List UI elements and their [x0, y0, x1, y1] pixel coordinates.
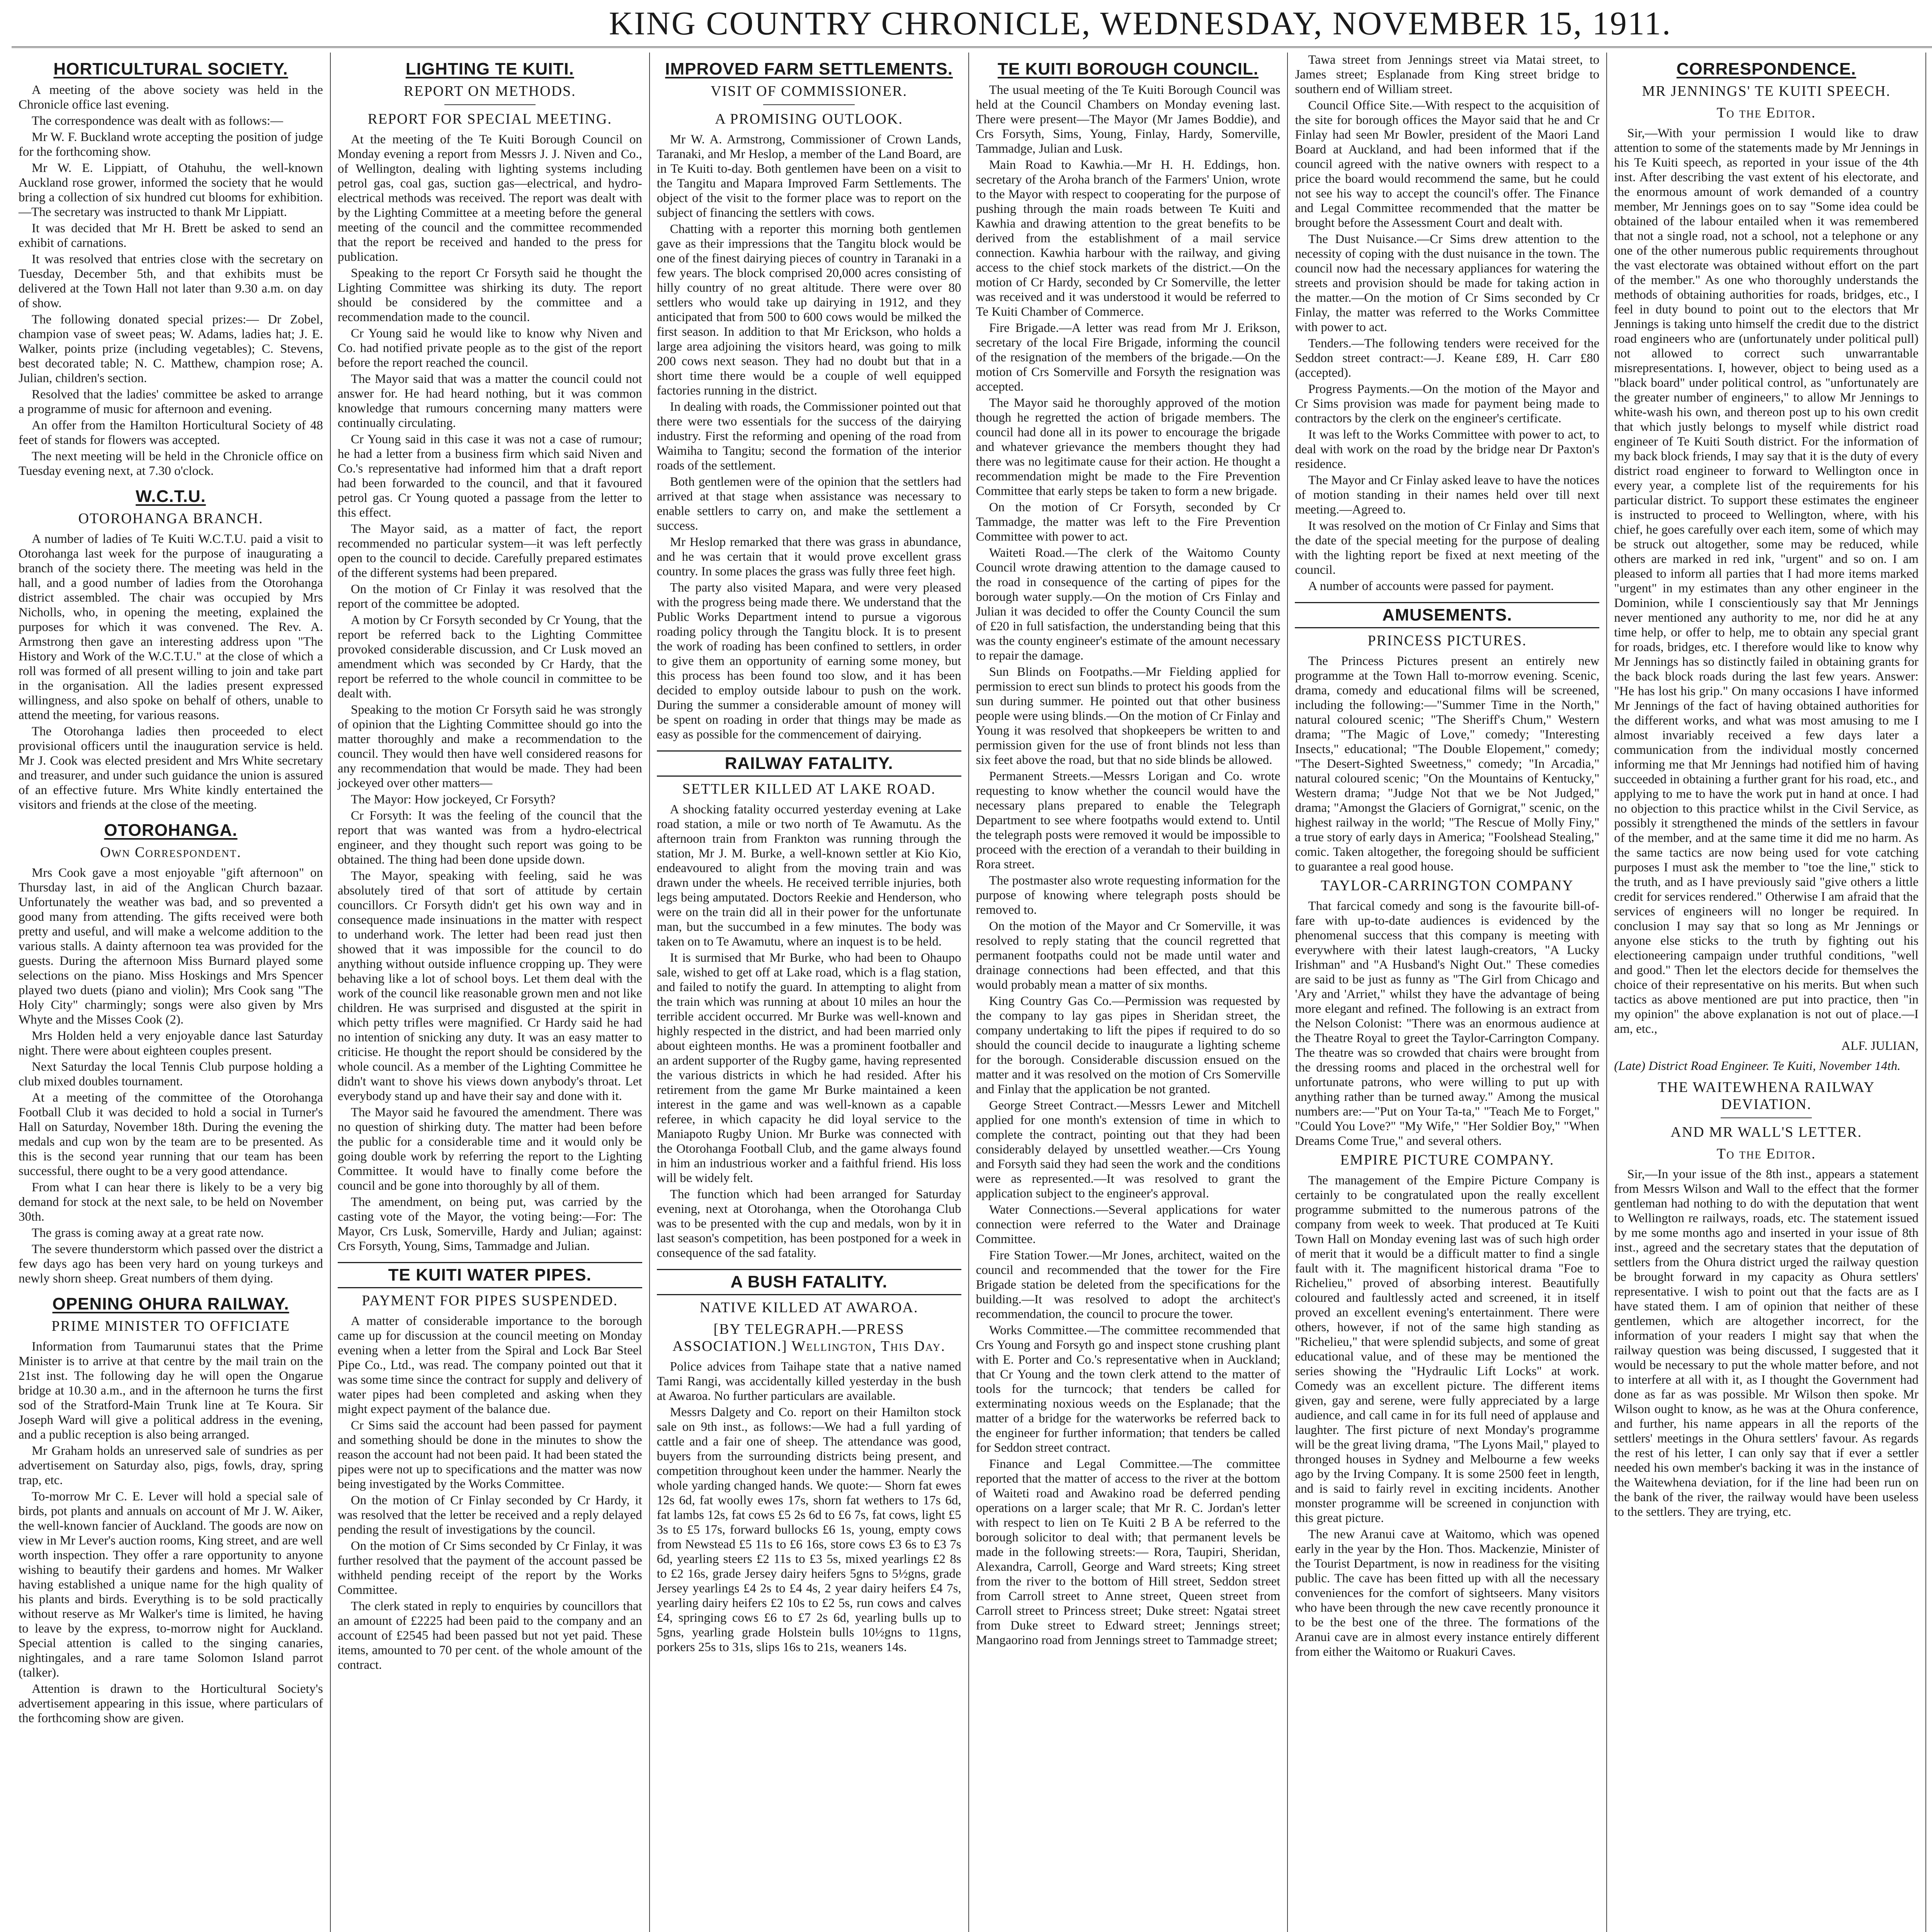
headline: AMUSEMENTS. [1295, 602, 1599, 628]
paragraph: In dealing with roads, the Commissioner pointed out that there were two essentials for the success of the dairying industry. First the reforming and opening of the road from Waimiha to Tangitu; second the formation of the interior roads of the settlement. [656, 400, 961, 473]
paragraph: Waiteti Road.—The clerk of the Waitomo County Council wrote drawing attention to the damage caused to the road in consequence of the carting of pipes for the borough water supply.—On the motion of Crs Finlay and Julian it was decided to offer the County Council the sum of £20 in full satisfaction, the understanding being that this was the county engineer's estimate of the amount necessary to repair the damage. [976, 546, 1281, 663]
subhead: PRIME MINISTER TO OFFICIATE [51, 1318, 290, 1334]
paragraph: George Street Contract.—Messrs Lewer and Mitchell applied for one month's extension of time in which to complete the contract, pointing out that they had been considerably delayed by unsettled weather.—Crs Young and Forsyth said they had seen the work and the conditions were as represented.—It was resolved to grant the application subject to the engineer's approval. [976, 1099, 1281, 1201]
paragraph: Both gentlemen were of the opinion that the settlers had arrived at that stage when assistance was necessary to enable settlers to carry on, and make the settlement a success. [656, 475, 961, 533]
paragraph: Speaking to the report Cr Forsyth said he thought the Lighting Committee was shirking its duty. The report should be considered by the committee and a recommendation made to the council. [337, 266, 642, 324]
paragraph: Mr W. A. Armstrong, Commissioner of Crown Lands, Taranaki, and Mr Heslop, a member of the Land Board, are in Te Kuiti to-day. Both gentlemen have been on a visit to the Tangitu and Mapara Improved Farm Settlements. The object of the visit to the former place was to report on the subject of financing the settlers with cows. [656, 133, 961, 220]
paragraph: The Mayor said, as a matter of fact, the report recommended no particular system—it was left perfectly open to the council to decide. Carefully prepared estimates of the different systems had been prepared. [337, 522, 642, 580]
paragraph: Tenders.—The following tenders were received for the Seddon street contract:—J. Keane £89, H. Carr £80 (accepted). [1295, 337, 1600, 380]
article-railway-fatality [657, 750, 961, 1260]
headline: CORRESPONDENCE. [1676, 60, 1856, 78]
paragraph: On the motion of Cr Finlay seconded by Cr Hardy, it was resolved that the letter be received and a reply delayed pending the result of investigations by the council. [337, 1493, 642, 1537]
article-body [1295, 654, 1599, 874]
paragraph: Cr Young said he would like to know why Niven and Co. had notified private people as to the gist of the report before the report reached the council. [337, 327, 642, 370]
article-water-pipes [338, 1262, 642, 1672]
subhead: REPORT ON METHODS. [403, 83, 576, 99]
article-body [19, 83, 323, 478]
column-2 [331, 53, 650, 1932]
article-amusements [1295, 602, 1599, 1659]
paragraph: The Mayor: How jockeyed, Cr Forsyth? [350, 793, 556, 806]
column-5 [1288, 53, 1607, 1932]
paragraph: That farcical comedy and song is the favourite bill-of-fare with up-to-date audiences is evidenced by the phenomenal success that this company is meeting with everywhere with their latest laugh-creators, "A Lucky Irishman" and "A Husband's Night Out." These comedies are said to be just as funny as "The Girl from Chicago and 'Ary and 'Arriet," whilst they have the advantage of being more elegant and refined. The following is an extract from the Nelson Colonist: "There was an enormous audience at the Theatre Royal to greet the Taylor-Carrington Company. The theatre was so crowded that chairs were brought from the dressing rooms and placed in the orchestral well for unfortunate patrons, who were willing to put up with anything rather than be turned away." Among the musical numbers are:—"Put on Your Ta-ta," "Teach Me to Forget," "Could You Love?" "My Wife," "Her Soldier Boy," "When Dreams Come True," and several others. [1295, 899, 1600, 1148]
subhead: SETTLER KILLED AT LAKE ROAD. [682, 781, 936, 797]
article-opening-ohura-railway [19, 1294, 323, 1726]
paragraph: Mrs Holden held a very enjoyable dance last Saturday night. There were about eighteen couples present. [19, 1029, 323, 1058]
paragraph: The Mayor said he thoroughly approved of the motion though he regretted the action of brigade members. The council had done all in its power to encourage the brigade and whatever grievance the members thought they had there was no legitimate cause for their action. He thought a recommendation might be made to the Fire Prevention Committee that early steps be taken to form a new brigade. [976, 396, 1281, 498]
paragraph: Attention is drawn to the Horticultural Society's advertisement appearing in this issue, where particulars of the forthcoming show are given. [19, 1682, 323, 1725]
headline: OPENING OHURA RAILWAY. [52, 1294, 289, 1313]
paragraph: Water Connections.—Several applications for water connection were referred to the Water and Drainage Committee. [976, 1203, 1281, 1246]
paragraph: Sir,—With your permission I would like to draw attention to some of the statements made by Mr Jennings in his Te Kuiti speech, as reported in your issue of the 4th inst. After describing the vast extent of his electorate, and the enormous amount of work demanded of a country member, Mr Jennings goes on to say "Some idea could be obtained of the labour entailed when it was remembered that not a single road, not a school, not a telephone or any one of the other numerous public requirements throughout the vast electorate was obtained without effort on the part of the member." As one who thoroughly understands the methods of obtaining authorities for roads, bridges, etc., I feel in duty bound to point out to the electors that Mr Jennings is taking unto himself the credit due to the district road engineers who are (unfortunately under political pull) not allowed to correct such unwarrantable misrepresentations. I, however, object to being used as a "black board" under political control, as "unfortunately are the greater number of engineers," to allow Mr Jennings to white-wash his own, and thereon post up to his own credit that which justly belongs to myself while district road engineer of Te Kuiti South district. For the information of my back block friends, I may say that it is the duty of every district road engineer to forward to Wellington once in every year, a complete list of the requirements for his particular district. To support these estimates the engineer is instructed to proceed to Wellington, where, with his chief, he goes carefully over each item, some of which may be struck out altogether, some may be reduced, while others are marked in red ink, "urgent" and so on. I am pleased to inform all parties that I had more items marked "urgent" in my estimates than any other engineer in the Dominion, while I conscientiously say that Mr Jennings never mentioned any authority to me, nor did he at any time help, or offer to help, me to obtain any special grant for roads, bridges, etc. I therefore would like to know why Mr Jennings has so distinctly failed in obtaining grants for the back block roads during the last few years. Answer: "He has lost his grip." On many occasions I have informed Mr Jennings of the fact of having obtained authorities for the different works, and what was most amusing to me I almost invariably received a few days later a communication from the individual mostly concerned informing me that Mr Jennings had notified him of having succeeded in obtaining a further grant for his road, etc., and applying to me to have the work put in hand at once. I had no objection to this practice whilst in the Civil Service, as possibly it strengthened the minds of the settlers in favour of the member, and at the same time it did me no harm. As the same tactics are now being used for vote catching purposes I must ask the member to "toe the line," stick to the truth, and as I have previously said "give others a little credit for services rendered." Otherwise I am afraid that the services of engineers will no longer be required. In conclusion I may say that so long as Mr Jennings or anyone else sticks to the truth by fighting out his electioneering campaign under truthful conditions, "well and good." Then let the electors decide for themselves the choice of their representative on his merits. But when such tactics as above mentioned are put into practice, then "in my opinion" the above explanation is not out of place.—I am, etc., [1614, 126, 1919, 1036]
article-correspondence [1614, 60, 1918, 1519]
headline: HORTICULTURAL SOCIETY. [53, 60, 288, 78]
article-bush-fatality [657, 1269, 961, 1655]
paragraph: On the motion of Cr Forsyth, seconded by Cr Tammadge, the matter was left to the Fire Prevention Committee with power to act. [976, 500, 1281, 544]
article-body [19, 532, 323, 812]
paragraph: At a meeting of the committee of the Otorohanga Football Club it was decided to hold a social in Turner's Hall on Saturday, November 18th. During the evening the medals and cup won by the team are to be presented. As this is the second year running that our team has been successful, there ought to be a very good attendance. [19, 1091, 323, 1178]
paragraph: Information from Taumarunui states that the Prime Minister is to arrive at that centre by the mail train on the 21st inst. The following day he will open the Ongarue bridge at 10.30 a.m., and in the afternoon he turns the first sod of the Stratford-Main Trunk line at Te Koura. Sir Joseph Ward will give a political address in the evening, and a public reception is also being arranged. [19, 1340, 323, 1442]
paragraph: Sun Blinds on Footpaths.—Mr Fielding applied for permission to erect sun blinds to protect his goods from the sun during summer. He pointed out that other business people were using blinds.—On the motion of Cr Finlay and Young it was resolved that shopkeepers be written to and permission given for the use of front blinds not less than six feet above the road, but that no side blinds be allowed. [976, 665, 1281, 767]
article-body [1295, 53, 1599, 594]
subhead: NATIVE KILLED AT AWAROA. [699, 1299, 918, 1316]
article-body [1614, 1167, 1918, 1519]
paragraph: The following donated special prizes:— Dr Zobel, champion vase of sweet peas; W. Adams, ladies hat; J. E. Walker, points prize (including vegetables); C. Stevens, best decorated table; N. C. Matthew, champion rose; A. Julian, children's section. [19, 313, 323, 385]
paragraph: Resolved that the ladies' committee be asked to arrange a programme of music for afternoon and evening. [19, 388, 323, 416]
paragraph: Mr Graham holds an unreserved sale of sundries as per advertisement on Saturday also, pigs, fowls, dray, spring trap, etc. [19, 1444, 323, 1487]
paragraph: It was left to the Works Committee with power to act, to deal with work on the road by the bridge near Dr Paxton's residence. [1295, 428, 1600, 471]
paragraph: Tawa street from Jennings street via Matai street, to James street; Esplanade from King street bridge to southern end of William street. [1295, 53, 1600, 96]
headline: W.C.T.U. [136, 487, 206, 506]
article-farm-settlements [657, 60, 961, 742]
article-body [657, 802, 961, 1260]
divider [444, 104, 536, 105]
paragraph: From what I can hear there is likely to be a very big demand for stock at the next sale, to be held on November 30th. [19, 1180, 323, 1224]
article-horticultural-society [19, 60, 323, 478]
paragraph: Messrs Dalgety and Co. report on their Hamilton stock sale on 9th inst., as follows:—We had a full yarding of cattle and a fair one of sheep. The attendance was good, buyers from the surrounding districts being present, and competition throughout keen under the hammer. Nearly the whole yarding changed hands. We quote:— Shorn fat ewes 12s 6d, fat woolly ewes 17s, shorn fat wethers to 17s 6d, fat lambs 12s, fat cows £5 2s 6d to £6 7s, fat cows, light £5 3s to £5 17s, forward bullocks £6 1s, young, empty cows from Newstead £5 11s to £6 16s, store cows £3 6s to £3 7s 6d, yearling steers £2 11s to £3 5s, mixed yearlings £2 8s to £2 16s, grade Jersey dairy heifers 5gns to 5½gns, grade Jersey yearlings £4 2s to £4 4s, 2 year dairy heifers £4 7s, yearling dairy heifers £2 10s to £2 5s, run cows and calves £4, springing cows £6 to £7 2s 6d, yearling bulls up to 5gns, yearling grade Holstein bulls 10½gns to 11gns, porkers 25s to 31s, slips 16s to 21s, weaners 14s. [656, 1405, 961, 1654]
paragraph: The correspondence was dealt with as follows:— [32, 114, 283, 128]
article-body [1295, 1173, 1599, 1659]
paragraph: Fire Station Tower.—Mr Jones, architect, waited on the council and recommended that the tower for the Fire Brigade station be deleted from the specifications for the building.—It was resolved to adopt the architect's recommendation, the council to procure the tower. [976, 1248, 1281, 1321]
paragraph: It was resolved that entries close with the secretary on Tuesday, December 5th, and that exhibits must be delivered at the Town Hall not later than 9.30 a.m. on day of show. [19, 252, 323, 310]
article-body [1295, 899, 1599, 1148]
divider [1721, 1117, 1812, 1118]
article-body [19, 866, 323, 1286]
paragraph: On the motion of Cr Sims seconded by Cr Finlay, it was further resolved that the payment of the account passed be withheld pending receipt of the report by the Works Committee. [337, 1539, 642, 1597]
subhead: PAYMENT FOR PIPES SUSPENDED. [362, 1293, 618, 1309]
paragraph: A number of ladies of Te Kuiti W.C.T.U. paid a visit to Otorohanga last week for the purpose of inaugurating a branch of the society there. The meeting was held in the hall, and a good number of ladies from the Otorohanga district assembled. The chair was occupied by Mrs Nicholls, who, in opening the meeting, explained the purposes for which it was convened. The Rev. A. Armstrong then gave an interesting address upon "The History and Work of the W.C.T.U." at the close of which a roll was formed of all present willing to join and take part in the organisation. All the ladies present expressed willingness, and also spoke on behalf of others, unable to attend the meeting, for various reasons. [19, 532, 323, 722]
paragraph: The Mayor said he favoured the amendment. There was no question of shirking duty. The matter had been before the public for a considerable time and it would only be going double work by referring the report to the Lighting Committee. It would have to finally come before the council and be gone into thoroughly by all of them. [337, 1105, 642, 1193]
paragraph: A motion by Cr Forsyth seconded by Cr Young, that the report be referred back to the Lighting Committee provoked considerable discussion, and Cr Lusk moved an amendment which was seconded by Cr Hardy, that the report be referred to the whole council in committee to be dealt with. [337, 613, 642, 701]
subhead: Own Correspondent. [100, 844, 242, 861]
paragraph: To-morrow Mr C. E. Lever will hold a special sale of birds, pot plants and annuals on account of Mr J. W. Aiker, the well-known fancier of Auckland. The goods are now on view in Mr Lever's auction rooms, King street, and are well worth inspection. They offer a rare opportunity to anyone wishing to beautify their gardens and homes. Mr Walker having established a unique name for the high quality of his plants and birds. Everything is to be sold practically without reserve as Mr Walker's time is limited, he having to leave by the express, to-morrow night for Auckland. Special attention is called to the singing canaries, nightingales, and a rare tame Solomon Island parrot (talker). [19, 1490, 323, 1680]
headline: A BUSH FATALITY. [657, 1269, 961, 1295]
paragraph: The party also visited Mapara, and were very pleased with the progress being made there. We understand that the Public Works Department intend to pursue a vigorous roading policy through the Tangitu block. It is to present the work of roading has been confined to settlers, in order to give them an opportunity of earning some money, but this process has been found too slow, and it has been decided to employ outside labour to push on the work. During the summer a considerable amount of money will be spent on roading in order that things may be made as easy as possible for the commencement of dairying. [656, 581, 961, 742]
article-body [1614, 126, 1918, 1036]
subhead: VISIT OF COMMISSIONER. [711, 83, 908, 99]
paragraph: Sir,—In your issue of the 8th inst., appears a statement from Messrs Wilson and Wall to the effect that the former gentleman had nothing to do with the deputation that went to Wellington re railways, roads, etc. The statement issued by me some months ago and inserted in your issue of 8th inst., agreed and the secretary states that the deputation of settlers from the Ohura district urged the railway question be brought forward in my capacity as Ohura settlers' representative. I wish to point out that the facts are as I have stated them. I am of opinion that neither of these gentlemen, which are altogether incorrect, for the information of your readers I might say that when the railway question was being discussed, I suggested that it would be necessary to put the whole matter before, and not to interfere at all with it, as I thought the Government had done as far as was possible. Mr Wilson then spoke. Mr Wilson ought to know, as he was at the Ohura conference, and further, his name appears in all the reports of the settlers' meetings in the Ohura settlers' favour. As regards the rest of his letter, I can only say that if ever a settler needed his own member's backing it was in the instance of the Waitewhena deviation, for if the line had been run on the bank of the river, the railway would have been useless to the settlers. They are trying, etc. [1614, 1167, 1919, 1519]
subhead: [BY TELEGRAPH.—PRESS ASSOCIATION.] Wellington, This Day. [672, 1321, 946, 1354]
paragraph: Finance and Legal Committee.—The committee reported that the matter of access to the river at the bottom of Waiteti road and Awakino road be deferred pending operations on a larger scale; that Mr R. C. Jordan's letter with respect to lien on Te Kuiti 2 B A be referred to the borough solicitor to deal with; that permanent levels be made in the following streets:— Rora, Taupiri, Sheridan, Alexandra, Carroll, George and Ward streets; King street from the river to the bottom of Hill street, Seddon street from Carroll street to Anne street, Queen street from Carroll street to Princess street; Duke street: Ngatai street from Duke street to Edward street; Jennings street; Mangaorino road from Jennings street to Tammadge street; [976, 1457, 1281, 1647]
paragraph: The new Aranui cave at Waitomo, which was opened early in the year by the Hon. Thos. Mackenzie, Minister of the Tourist Department, is now in readiness for the visiting public. The cave has been fitted up with all the necessary conveniences for the comfort of sightseers. Many visitors who have been through the new cave recently pronounce it to be the best one of the three. The formations of the Aranui cave are in almost every instance entirely different from either the Waitomo or Ruakuri Caves. [1295, 1527, 1600, 1659]
headline: OTOROHANGA. [104, 821, 238, 840]
paragraph: King Country Gas Co.—Permission was requested by the company to lay gas pipes in Sheridan street, the company undertaking to lift the pipes if required to do so should the council decide to inaugurate a lighting scheme for the borough. Considerable discussion ensued on the matter and it was resolved on the motion of Crs Somerville and Finlay that the application be not granted. [976, 994, 1281, 1096]
paragraph: Works Committee.—The committee recommended that Crs Young and Forsyth go and inspect stone crushing plant with E. Porter and Co.'s representative when in Auckland; that Cr Young and the town clerk attend to the matter of tools for the turncock; that tenders be called for exterminating noxious weeds on the Esplanade; that the matter of a bridge for the waterworks be referred back to the engineer for further information; that tenders be called for Seddon street contract. [976, 1323, 1281, 1455]
paragraph: Cr Forsyth: It was the feeling of the council that the report that was wanted was from a hydro-electrical engineer, and they thought such report was going to be obtained. The thing had been done upside down. [337, 809, 642, 867]
paragraph: The function which had been arranged for Saturday evening, next at Otorohanga, when the Otorohanga Club was to be presented with the cup and medals, won by it in last season's competition, has been postponed for a week in consequence of the sad fatality. [656, 1187, 961, 1260]
article-otorohanga [19, 821, 323, 1286]
paragraph: A shocking fatality occurred yesterday evening at Lake road station, a mile or two north of Te Awamutu. As the afternoon train from Frankton was running through the station, Mr J. M. Burke, a well-known settler at Kio Kio, endeavoured to alight from the moving train and was drawn under the wheels. He received terrible injuries, both legs being amputated. Doctors Reekie and Henderson, who were on the train did all in their power for the unfortunate man, but the succumbed in a few minutes. The body was taken on to Te Awamutu, where an inquest is to be held. [656, 803, 961, 949]
paragraph: A meeting of the above society was held in the Chronicle office last evening. [19, 83, 323, 112]
paragraph: At the meeting of the Te Kuiti Borough Council on Monday evening a report from Messrs J. J. Niven and Co., of Wellington, dealing with lighting systems including petrol gas, coal gas, suction gas—electrical, and hydro-electrical methods was received. The report was dealt with by the Lighting Committee at a meeting before the general meeting of the council and the committee recommended that the report be received and handed to the press for publication. [337, 133, 642, 264]
headline: IMPROVED FARM SETTLEMENTS. [665, 60, 953, 78]
paragraph: The Dust Nuisance.—Cr Sims drew attention to the necessity of coping with the dust nuisance in the town. The council now had the necessary appliances for watering the streets and provision should be made for taking action in the matter.—On the motion of Cr Sims seconded by Cr Finlay, the matter was referred to the Works Committee with power to act. [1295, 232, 1600, 334]
paragraph: Main Road to Kawhia.—Mr H. H. Eddings, hon. secretary of the Aroha branch of the Farmers' Union, wrote to the Mayor with respect to cooperating for the purpose of pushing through the main roads between Te Kuiti and Kawhia and drawing attention to the great benefits to be derived from the establishment of a mail service connection. Kawhia harbour with the railway, and giving access to the chief stock markets of the district.—On the motion of Cr Hardy, seconded by Cr Somerville, the letter was received and it was understood it would be referred to Te Kuiti Chamber of Commerce. [976, 158, 1281, 319]
headline: TE KUITI BOROUGH COUNCIL. [997, 60, 1259, 78]
paragraph: The Mayor and Cr Finlay asked leave to have the notices of motion standing in their names held over till next meeting.—Agreed to. [1295, 473, 1600, 517]
masthead [12, 0, 1932, 48]
article-borough-council [976, 60, 1281, 1648]
paragraph: It is surmised that Mr Burke, who had been to Ohaupo sale, wished to get off at Lake road, which is a flag station, and failed to notify the guard. In attempting to alight from the train which was running at about 10 miles an hour the terrible accident occurred. Mr Burke was well-known and highly respected in the district, and had been married only about eighteen months. He was a prominent footballer and an ardent supporter of the Rugby game, having represented the various districts in which he had resided. After his retirement from the game Mr Burke maintained a keen interest in the game and was well-known as a capable referee, in which capacity he did loyal service to the Maniapoto Rugby Union. Mr Burke was connected with the Otorohanga Football Club, and the game always found in him an industrious worker and a faithful friend. His loss will be widely felt. [656, 951, 961, 1185]
column-3 [650, 53, 969, 1932]
paragraph: Next Saturday the local Tennis Club purpose holding a club mixed doubles tournament. [19, 1060, 323, 1088]
paragraph: A number of accounts were passed for payment. [1308, 579, 1554, 593]
article-borough-council-continued [1295, 53, 1599, 594]
paragraph: Council Office Site.—With respect to the acquisition of the site for borough offices the Mayor said that he and Cr Finlay had seen Mr Bowler, president of the Maori Land Board at Auckland, and had been informed that if the council agreed with the native owners with respect to a price the board would recommend the same, but he could not see his way to accept the council's offer. The Finance and Legal Committee recommended that the matter be brought before the Assessment Court and dealt with. [1295, 99, 1600, 230]
column-1 [12, 53, 331, 1932]
article-lighting-te-kuiti [338, 60, 642, 1253]
paragraph: The usual meeting of the Te Kuiti Borough Council was held at the Council Chambers on Monday evening last. There were present—The Mayor (Mr James Boddie), and Crs Forsyth, Sims, Young, Finlay, Hardy, Somerville, Tammadge, Julian and Lusk. [976, 83, 1281, 156]
signature: ALF. JULIAN, [1841, 1039, 1919, 1053]
subhead: MR JENNINGS' TE KUITI SPEECH. [1642, 83, 1891, 99]
paragraph: Speaking to the motion Cr Forsyth said he was strongly of opinion that the Lighting Committee should go into the matter thoroughly and make a recommendation to the council. They would then have well considered reasons for any recommendation that would be made. They had been jockeyed over other matters— [337, 703, 642, 790]
paragraph: An offer from the Hamilton Horticultural Society of 48 feet of stands for flowers was accepted. [19, 418, 323, 447]
subhead: A PROMISING OUTLOOK. [715, 111, 903, 127]
paragraph: The Mayor said that was a matter the council could not answer for. He had heard nothing, but it was common knowledge that rumours concerning many matters were continually circulating. [337, 372, 642, 430]
paragraph: Mr W. F. Buckland wrote accepting the position of judge for the forthcoming show. [19, 130, 323, 159]
column-4 [969, 53, 1288, 1932]
article-wctu [19, 487, 323, 812]
paragraph: The grass is coming away at a great rate now. [32, 1226, 264, 1240]
paragraph: Mrs Cook gave a most enjoyable "gift afternoon" on Thursday last, in aid of the Anglican Church bazaar. Unfortunately the weather was bad, and so prevented a good many from attending. The gifts received were both pretty and useful, and will make a welcome addition to the various stalls. A dainty afternoon tea was provided for the guests. During the afternoon Miss Burnard played some selections on the piano. Miss Hoskings and Mrs Spencer played two duets (piano and violin); Mrs Cook sang "The Holy City" charmingly; songs were also given by Mrs Whyte and the Misses Cook (2). [19, 866, 323, 1027]
paragraph: Chatting with a reporter this morning both gentlemen gave as their impressions that the Tangitu block would be one of the finest dairying pieces of country in Taranaki in a few years. The block comprised 20,000 acres consisting of hilly country of no great altitude. There were over 80 settlers who would take up dairying in 1912, and they anticipated that from 500 to 600 cows would be milked the first season. In addition to that Mr Erickson, who holds a large area adjoining the visitors heard, was going to milk 200 cows next season. They had no doubt but that in a short time there would be a couple of well equipped factories running in the district. [656, 222, 961, 398]
paragraph: Cr Sims said the account had been passed for payment and something should be done in the minutes to show the reason the account had not been paid. It had been stated the pipes were not up to specifications and the matter was now being investigated by the Works Committee. [337, 1418, 642, 1491]
paragraph: It was resolved on the motion of Cr Finlay and Sims that the date of the special meeting for the purpose of dealing with the lighting report be fixed at next meeting of the council. [1295, 519, 1600, 577]
article-body [338, 1314, 642, 1672]
paragraph: The Otorohanga ladies then proceeded to elect provisional officers until the inauguration service is held. Mr J. Cook was elected president and Mrs White secretary and treasurer, and under such guidance the union is assured of an effective future. Mrs White kindly entertained the visitors and friends at the close of the meeting. [19, 724, 323, 812]
paragraph: On the motion of the Mayor and Cr Somerville, it was resolved to reply stating that the council regretted that permanent footpaths could not be made until water and drainage connections had been effected, and that this would probably mean a matter of six months. [976, 919, 1281, 992]
paragraph: Mr Heslop remarked that there was grass in abundance, and he was certain that it would prove excellent grass country. In some places the grass was fully three feet high. [656, 535, 961, 578]
paragraph: The severe thunderstorm which passed over the district a few days ago has been very hard on young turkeys and newly shorn sheep. Great numbers of them dying. [19, 1242, 323, 1286]
paragraph: The clerk stated in reply to enquiries by councillors that an amount of £2225 had been paid to the company and an account of £2545 had been passed but not yet paid. These items, amounted to 70 per cent. of the whole amount of the contract. [337, 1599, 642, 1672]
paragraph: The postmaster also wrote requesting information for the purpose of knowing where telegraph posts should be removed to. [976, 874, 1281, 917]
subhead: To the Editor. [1716, 105, 1816, 121]
paragraph: Progress Payments.—On the motion of the Mayor and Cr Sims provision was made for payment being made to contractors by the clerk on the engineer's certificate. [1295, 382, 1600, 425]
subhead: TAYLOR-CARRINGTON COMPANY [1321, 878, 1574, 894]
paragraph: The Mayor, speaking with feeling, said he was absolutely tired of that sort of attitude by certain councillors. Cr Forsyth didn't get his own way and in consequence made insinuations in the matter with respect to underhand work. The letter had been read just then showed that it was impossible for the council to do anything without outside influence cropping up. They were behaving like a lot of school boys. Let them deal with the work of the council like reasonable grown men and not like children. He was surprised and disgusted at the spirit in which petty trifles were magnified. Cr Hardy said he had no intention of snicking any duty. It was an easy matter to criticise. He thought the report should be considered by the whole council. As a member of the Lighting Committee he didn't want to shove his views down anybody's throat. Let everybody stand up and have their say and done with it. [337, 869, 642, 1103]
article-body [657, 1359, 961, 1655]
subhead: EMPIRE PICTURE COMPANY. [1340, 1152, 1554, 1168]
headline: TE KUITI WATER PIPES. [338, 1262, 642, 1288]
article-body [338, 132, 642, 1253]
subhead: PRINCESS PICTURES. [1367, 633, 1527, 649]
paragraph: The Princess Pictures present an entirely new programme at the Town Hall to-morrow evening. Scenic, drama, comedy and educational films will be screened, including the following:—"Summer Time in the North," natural coloured scenic; "The Sheriff's Chum," Western drama; "The Magic of Love," comedy; "Interesting Insects," educational; "The Double Elopement," comedy; "The Desert-Sighted Sweetness," comedy; "In Arcadia," natural coloured scenic; "On the Mountains of Kentucky," Western drama; "Judge Not that we be Not Judged," drama; "Amongst the Glaciers of Gornigrat," scenic, on the highest railway in the world; "The Rescue of Molly Finy," a true story of early days in America; "Foolshead Stealing," comic. Taken altogether, the foregoing should be sufficient to guarantee a real good house. [1295, 654, 1600, 874]
masthead-title: KING COUNTRY CHRONICLE, WEDNESDAY, NOVEMBER 15, 1911. [609, 5, 1672, 42]
paragraph: A matter of considerable importance to the borough came up for discussion at the council meeting on Monday evening when a letter from the Spiral and Lock Bar Steel Pipe Co., Ltd., was read. The company pointed out that it was some time since the contract for supply and delivery of water pipes had been completed and asking when they might expect payment of the balance due. [337, 1314, 642, 1416]
article-body [976, 83, 1281, 1648]
paragraph: Cr Young said in this case it was not a case of rumour; he had a letter from a business firm which said Niven and Co.'s representative had informed him that a draft report had been forwarded to the council, and that it favoured petrol gas. Cr Young quoted a passage from the letter to this effect. [337, 432, 642, 520]
paragraph: The next meeting will be held in the Chronicle office on Tuesday evening next, at 7.30 o'clock. [19, 449, 323, 478]
columns [12, 53, 1932, 1932]
divider [763, 104, 854, 105]
paragraph: Permanent Streets.—Messrs Lorigan and Co. wrote requesting to know whether the council would have the necessary plans prepared to enable the Telegraph Department to see where footpaths would extend to. Until the telegraph posts were removed it would be impossible to proceed with the erection of a verandah to their building in Rora street. [976, 769, 1281, 871]
subhead: OTOROHANGA BRANCH. [78, 510, 264, 527]
paragraph: It was decided that Mr H. Brett be asked to send an exhibit of carnations. [19, 221, 323, 250]
paragraph: Fire Brigade.—A letter was read from Mr J. Erikson, secretary of the local Fire Brigade, informing the council of the resignation of the members of the brigade.—On the motion of Crs Somerville and Forsyth the resignation was accepted. [976, 321, 1281, 394]
paragraph: Police advices from Taihape state that a native named Tami Rangi, was accidentally killed yesterday in the bush at Awaroa. No further particulars are available. [656, 1360, 961, 1403]
subhead: AND MR WALL'S LETTER. [1670, 1124, 1862, 1140]
headline: RAILWAY FATALITY. [657, 750, 961, 777]
paragraph: Mr W. E. Lippiatt, of Otahuhu, the well-known Auckland rose grower, informed the society that he would bring a collection of six hundred cut blooms for exhibition.—The secretary was instructed to thank Mr Lippiatt. [19, 161, 323, 219]
paragraph: The management of the Empire Picture Company is certainly to be congratulated upon the really excellent programme submitted to the numerous patrons of the company from week to week. That produced at Te Kuiti Town Hall on Monday evening last was of such high order of merit that it would be a difficult matter to find a single fault with it. The magnificent historical drama "Foe to Richelieu," proved of absorbing interest. Beautifully coloured and faultlessly acted and screened, it in itself proved an excellent evening's entertainment. There were others, however, if not of the same high standing as "Richelieu," that were splendid subjects, and some of great educational value, and of these may be mentioned the series showing the "Hydraulic Lift Locks" at work. Comedy was an excellent picture. The different items given, gay and serene, were fully appreciated by a large audience, and call came in for its full need of applause and laughter. The first picture of next Monday's programme will be the great living drama, "The Lyons Mail," played to thronged houses in Sydney and Melbourne a few weeks ago by the Irving Company. It is some 2500 feet in length, and is said to fairly revel in exciting incidents. Another monster programme will be screened in conjunction with this great picture. [1295, 1173, 1600, 1525]
column-7 [1926, 53, 1932, 1932]
paragraph: The amendment, on being put, was carried by the casting vote of the Mayor, the voting being:—For: The Mayor, Crs Lusk, Somerville, Hardy and Julian; against: Crs Forsyth, Young, Sims, Tammadge and Julian. [337, 1195, 642, 1253]
paragraph: On the motion of Cr Finlay it was resolved that the report of the committee be adopted. [337, 582, 642, 611]
subhead: To the Editor. [1716, 1146, 1816, 1162]
article-body [657, 132, 961, 742]
subhead: REPORT FOR SPECIAL MEETING. [367, 111, 612, 127]
headline: LIGHTING TE KUITI. [405, 60, 574, 78]
column-6 [1607, 53, 1926, 1932]
article-body [19, 1339, 323, 1726]
subhead: THE WAITEWHENA RAILWAY DEVIATION. [1657, 1079, 1875, 1112]
signature-detail: (Late) District Road Engineer. Te Kuiti, November 14th. [1614, 1059, 1901, 1073]
